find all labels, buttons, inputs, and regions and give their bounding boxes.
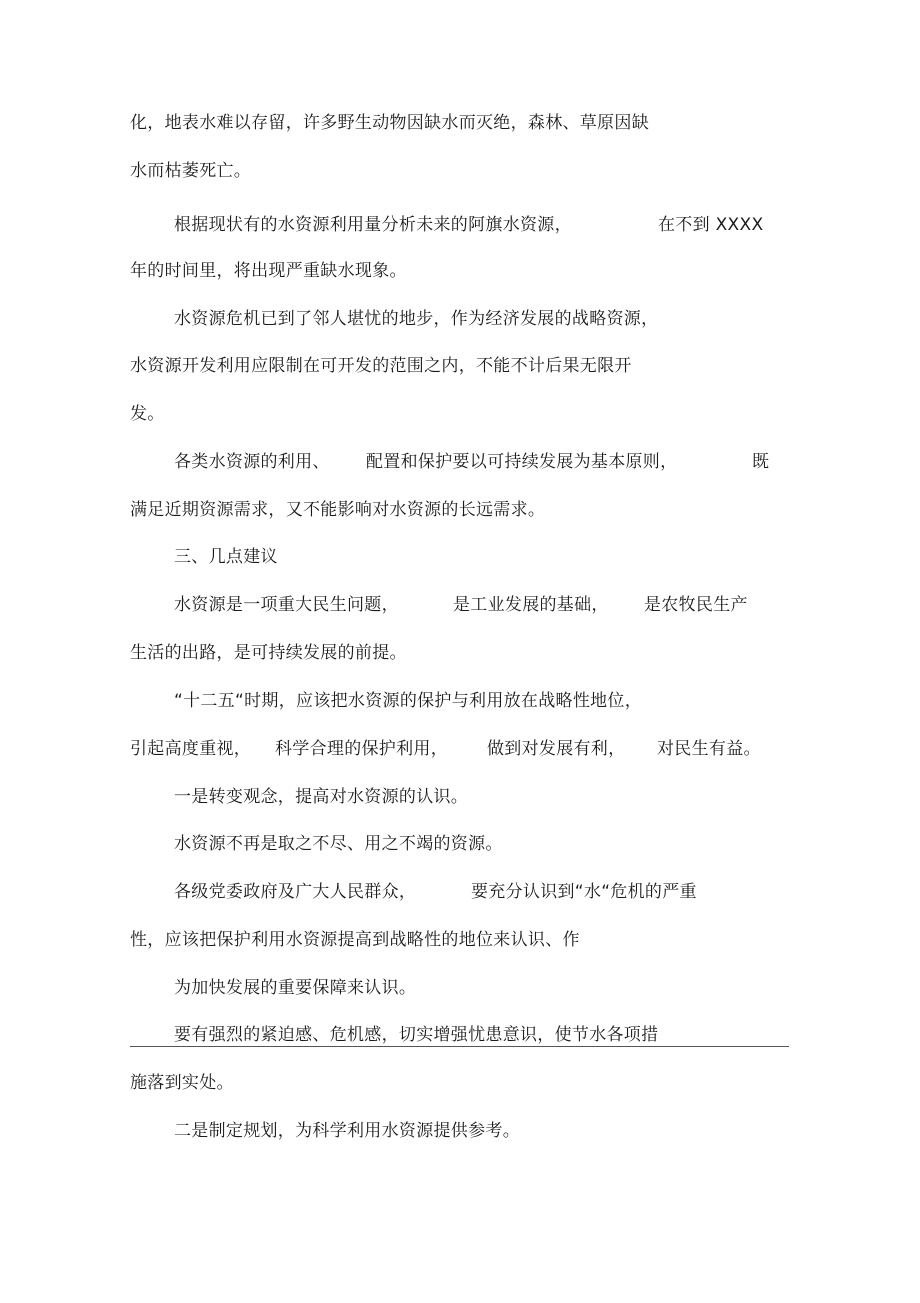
text-line: 二是制定规划，为科学利用水资源提供参考。 [174,1121,520,1141]
text-line: 引起高度重视， [130,739,252,759]
text-line: 施落到实处。 [130,1073,234,1093]
text-line: 是农牧民生产 [644,595,748,615]
text-line: 要充分认识到“水“危机的严重 [471,882,697,902]
section-heading: 三、几点建议 [174,547,278,567]
text-line: 水资源不再是取之不尽、用之不竭的资源。 [174,834,503,854]
text-line: 对民生有益。 [657,739,761,759]
text-line: “十二五“时期，应该把水资源的保护与利用放在战略性地位， [174,691,643,711]
text-line: 化，地表水难以存留，许多野生动物因缺水而灭绝，森林、草原因缺 [130,113,649,133]
text-line: 配置和保护要以可持续发展为基本原则， [366,452,678,472]
text-line: 要有强烈的紧迫感、危机感，切实增强忧患意识，使节水各项措 [174,1025,659,1045]
text-line: 科学合理的保护利用， [275,739,448,759]
text-line: 生活的出路，是可持续发展的前提。 [130,643,407,663]
text-line: 水资源是一项重大民生问题， [174,595,399,615]
horizontal-rule [130,1046,789,1047]
text-line: 为加快发展的重要保障来认识。 [174,978,417,998]
text-line: 发。 [130,404,165,424]
text-line: 年的时间里，将出现严重缺水现象。 [130,261,407,281]
text-line: 是工业发展的基础， [453,595,609,615]
text-line: 各类水资源的利用、 [174,452,330,472]
text-line: 水资源危机已到了邻人堪忧的地步，作为经济发展的战略资源， [174,309,659,329]
text-line: 做到对发展有利， [487,739,626,759]
text-line: 水资源开发利用应限制在可开发的范围之内，不能不计后果无限开 [130,356,632,376]
text-line: 性，应该把保护利用水资源提高到战略性的地位来认识、作 [130,930,580,950]
text-line: 满足近期资源需求，又不能影响对水资源的长远需求。 [130,500,546,520]
text-line: 各级党委政府及广大人民群众， [174,882,417,902]
text-line: 既 [752,452,770,472]
text-line: 根据现状有的水资源利用量分析未来的阿旗水资源， [174,215,572,235]
text-line: 水而枯萎死亡。 [130,161,252,181]
text-line: 一是转变观念，提高对水资源的认识。 [174,787,469,807]
text-line: 在不到 XXXX [658,215,764,235]
